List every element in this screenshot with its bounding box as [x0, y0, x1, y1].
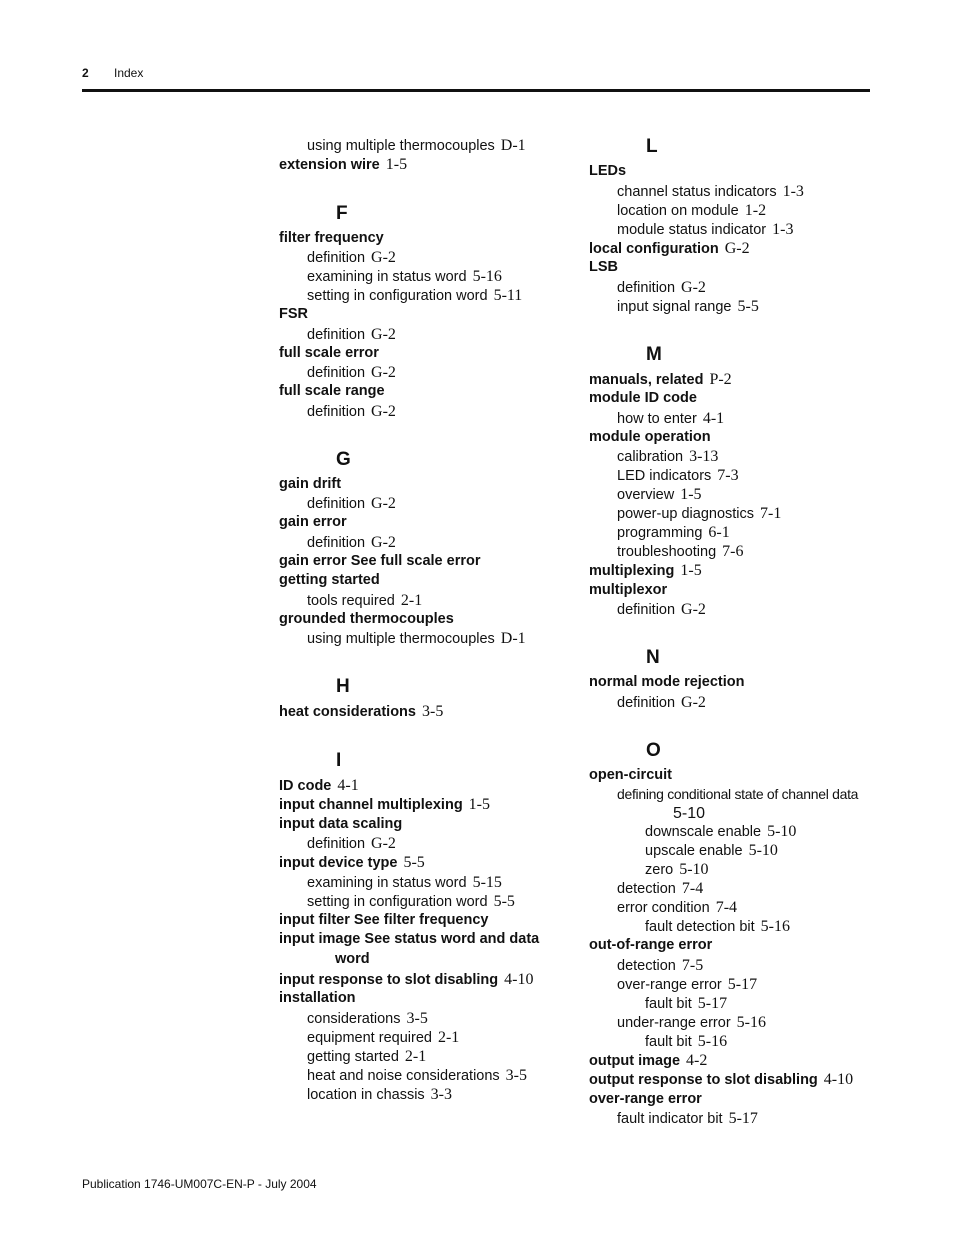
- index-term: input image See status word and data: [279, 931, 540, 947]
- index-sub-entry: [279, 248, 569, 267]
- page-reference: 5-10: [767, 823, 797, 840]
- index-sub-entry: [279, 1085, 569, 1104]
- page-reference: 7-4: [715, 899, 738, 916]
- index-term: input data scaling: [279, 815, 403, 832]
- index-sub-entry: [589, 504, 879, 523]
- index-term: gain error: [279, 514, 347, 530]
- index-main-entry: [589, 239, 879, 259]
- page-reference: 5-17: [697, 994, 728, 1012]
- index-main-entry: [279, 815, 569, 835]
- index-letter-heading: [279, 203, 569, 225]
- page-reference: 7-4: [681, 880, 704, 897]
- page-reference: 5-17: [727, 975, 758, 993]
- page-reference: G-2: [371, 533, 396, 551]
- index-letter: N: [646, 647, 660, 668]
- index-letter-heading: [279, 750, 569, 772]
- page-reference: G-2: [371, 364, 396, 381]
- index-term: input channel multiplexing: [279, 797, 463, 813]
- index-term: definition: [307, 326, 366, 343]
- index-term: setting in configuration word: [307, 288, 488, 304]
- index-term: tools required: [307, 592, 395, 609]
- index-letter: H: [336, 676, 350, 697]
- index-letter: O: [646, 739, 661, 761]
- index-main-entry: [279, 950, 569, 970]
- page-reference: G-2: [371, 249, 396, 266]
- index-term: definition: [307, 496, 366, 512]
- index-main-entry: [589, 1090, 879, 1110]
- index-sub-entry: [589, 785, 879, 804]
- page-reference: 5-5: [737, 297, 759, 315]
- index-main-entry: [279, 853, 569, 873]
- index-term: local configuration: [589, 240, 719, 257]
- index-term: using multiple thermocouples: [307, 138, 495, 154]
- index-main-entry: [589, 1070, 879, 1090]
- page-reference: 3-13: [689, 448, 719, 465]
- publication-footer: Publication 1746-UM007C-EN-P - July 2004: [82, 1177, 317, 1191]
- page-reference: 5-10: [748, 842, 778, 859]
- index-term: programming: [617, 525, 703, 541]
- index-main-entry: [589, 561, 879, 581]
- index-letter: L: [646, 136, 658, 157]
- index-sub-entry: [279, 1009, 569, 1028]
- index-term: extension wire: [279, 157, 380, 173]
- page-reference: G-2: [681, 278, 706, 296]
- page-reference: 3-5: [406, 1009, 428, 1027]
- page-reference: G-2: [681, 601, 706, 618]
- index-term: how to enter: [617, 410, 697, 427]
- index-term: input response to slot disabling: [279, 971, 499, 988]
- index-sub-entry: [279, 286, 569, 305]
- page-number: 2: [82, 66, 89, 80]
- page-reference: 5-16: [697, 1032, 728, 1050]
- index-term: downscale enable: [645, 824, 762, 840]
- index-sub-entry: [589, 975, 879, 994]
- index-sub-entry: [279, 402, 569, 421]
- index-sub-entry: [589, 542, 879, 561]
- index-term: full scale range: [279, 383, 385, 399]
- page-reference: 1-5: [680, 486, 702, 503]
- index-sub-entry: [589, 409, 879, 428]
- index-sub-entry: [589, 879, 879, 898]
- index-term: definition: [617, 279, 676, 296]
- index-entry-continuation: [589, 804, 879, 822]
- page-reference: 5-16: [736, 1013, 766, 1031]
- index-sub-entry: [589, 693, 879, 712]
- page-reference: 1-2: [744, 201, 767, 219]
- page-reference: 5-11: [493, 287, 523, 304]
- index-sub-entry: [589, 485, 879, 504]
- index-sub-entry: [279, 873, 569, 892]
- index-term: definition: [307, 365, 366, 381]
- index-main-entry: [279, 552, 569, 572]
- index-sub-entry: [279, 533, 569, 552]
- page-reference: 2-1: [400, 591, 423, 609]
- index-term: using multiple thermocouples: [307, 631, 495, 647]
- page-reference: 5-10: [673, 805, 706, 822]
- index-main-entry: [589, 1051, 879, 1071]
- index-term: grounded thermocouples: [279, 610, 454, 627]
- index-sub-entry: [279, 834, 569, 853]
- index-term: installation: [279, 990, 356, 1006]
- page-reference: 5-16: [760, 918, 790, 935]
- index-letter-heading: [589, 136, 879, 158]
- page-reference: G-2: [371, 325, 396, 343]
- index-term: gain drift: [279, 475, 342, 492]
- index-term: zero: [645, 862, 674, 878]
- index-sub-entry: [279, 591, 569, 610]
- page-reference: 3-5: [505, 1066, 527, 1084]
- index-sub-entry: [589, 220, 879, 239]
- index-term: filter frequency: [279, 229, 384, 246]
- index-term: definition: [307, 250, 366, 266]
- index-term: detection: [617, 957, 676, 974]
- index-term: heat and noise considerations: [307, 1067, 500, 1084]
- index-term: manuals, related: [589, 371, 704, 388]
- index-sub-entry: [589, 898, 879, 917]
- page-reference: D-1: [500, 630, 526, 647]
- index-term: location in chassis: [307, 1086, 425, 1103]
- index-term: considerations: [307, 1010, 401, 1027]
- index-term: module ID code: [589, 390, 697, 406]
- index-sub-entry: [279, 267, 569, 286]
- index-term: LSB: [589, 259, 618, 275]
- index-term: getting started: [307, 1048, 399, 1065]
- index-term: under-range error: [617, 1014, 731, 1031]
- index-main-entry: [279, 776, 569, 796]
- index-term: out-of-range error: [589, 937, 713, 953]
- index-main-entry: [279, 571, 569, 591]
- index-sub-entry: [279, 363, 569, 382]
- index-letter: M: [646, 343, 662, 365]
- index-main-entry: [589, 428, 879, 448]
- index-sub-entry: [279, 1047, 569, 1066]
- index-term: location on module: [617, 202, 739, 219]
- index-term: fault bit: [645, 1033, 692, 1050]
- index-term: word: [335, 950, 370, 967]
- index-subsub-entry: [589, 917, 879, 936]
- page-reference: 4-10: [504, 970, 534, 988]
- index-letter-heading: [279, 676, 569, 698]
- index-subsub-entry: [589, 822, 879, 841]
- page-reference: 5-15: [472, 873, 502, 891]
- index-term: input device type: [279, 855, 398, 871]
- index-term: input filter See filter frequency: [279, 911, 489, 928]
- index-term: ID code: [279, 777, 332, 794]
- index-term: over-range error: [617, 976, 722, 993]
- page-reference: D-1: [500, 137, 526, 154]
- index-term: definition: [617, 602, 676, 618]
- page-reference: 4-10: [823, 1071, 854, 1088]
- page-reference: 5-17: [728, 1110, 758, 1127]
- index-main-entry: [589, 162, 879, 182]
- index-letter-heading: [589, 647, 879, 669]
- index-term: examining in status word: [307, 874, 467, 891]
- page-reference: 2-1: [404, 1047, 427, 1065]
- index-term: definition: [307, 836, 366, 852]
- index-sub-entry: [279, 1066, 569, 1085]
- index-main-entry: [589, 766, 879, 786]
- page-reference: 2-1: [437, 1028, 460, 1046]
- index-term: equipment required: [307, 1029, 432, 1046]
- index-sub-entry: [589, 956, 879, 975]
- index-sub-entry: [589, 1013, 879, 1032]
- page-reference: G-2: [371, 495, 396, 512]
- index-letter-heading: [589, 344, 879, 366]
- index-term: channel status indicators: [617, 183, 777, 200]
- index-term: output image: [589, 1052, 681, 1069]
- page-reference: 1-5: [385, 156, 408, 173]
- index-term: multiplexing: [589, 563, 675, 579]
- index-sub-entry: [589, 201, 879, 220]
- index-main-entry: [279, 229, 569, 249]
- index-sub-entry: [589, 600, 879, 619]
- index-term: error condition: [617, 900, 710, 916]
- index-sub-entry: [589, 278, 879, 297]
- index-term: fault indicator bit: [617, 1111, 723, 1127]
- index-subsub-entry: [589, 1032, 879, 1051]
- index-term: multiplexor: [589, 581, 668, 598]
- index-term: setting in configuration word: [307, 893, 488, 910]
- index-term: upscale enable: [645, 843, 743, 859]
- index-sub-entry: [279, 325, 569, 344]
- index-main-entry: [279, 513, 569, 533]
- index-term: module status indicator: [617, 221, 767, 238]
- index-subsub-entry: [589, 994, 879, 1013]
- index-term: fault detection bit: [645, 919, 755, 935]
- index-term: examining in status word: [307, 269, 467, 285]
- index-term: LEDs: [589, 163, 627, 179]
- index-sub-entry: [279, 1028, 569, 1047]
- index-term: definition: [307, 534, 366, 551]
- index-term: open-circuit: [589, 766, 672, 783]
- index-main-entry: [589, 370, 879, 390]
- page-reference: 6-1: [708, 524, 730, 541]
- page-reference: 5-5: [403, 854, 425, 871]
- index-term: gain error See full scale error: [279, 552, 481, 569]
- page-reference: G-2: [681, 693, 706, 711]
- index-term: output response to slot disabling: [589, 1072, 818, 1088]
- index-sub-entry: [279, 892, 569, 911]
- index-main-entry: [279, 344, 569, 364]
- page-reference: 4-1: [337, 776, 359, 794]
- index-term: normal mode rejection: [589, 674, 745, 690]
- index-main-entry: [589, 389, 879, 409]
- index-letter-heading: [589, 740, 879, 762]
- index-main-entry: [279, 610, 569, 630]
- page-reference: G-2: [371, 835, 396, 852]
- index-sub-entry: [589, 1109, 879, 1128]
- page-reference: 4-1: [702, 409, 725, 427]
- page-reference: 5-10: [679, 861, 709, 878]
- index-term: FSR: [279, 306, 308, 322]
- index-main-entry: [279, 305, 569, 325]
- page-reference: 4-2: [686, 1051, 708, 1069]
- index-term: power-up diagnostics: [617, 506, 755, 522]
- index-term: overview: [617, 487, 675, 503]
- index-letter: G: [336, 448, 351, 470]
- index-main-entry: [279, 970, 569, 990]
- index-letter-heading: [279, 449, 569, 471]
- index-sub-entry: [279, 629, 569, 648]
- index-subsub-entry: [589, 841, 879, 860]
- index-column-right: [589, 136, 879, 1128]
- page-reference: 7-5: [681, 956, 704, 974]
- index-main-entry: [279, 795, 569, 815]
- index-term: over-range error: [589, 1090, 702, 1107]
- page-reference: 3-5: [421, 703, 444, 720]
- index-main-entry: [279, 475, 569, 495]
- index-term: defining conditional state of channel data: [617, 786, 859, 802]
- index-term: input signal range: [617, 298, 732, 315]
- index-letter: I: [336, 749, 342, 771]
- index-main-entry: [589, 936, 879, 956]
- index-term: detection: [617, 881, 676, 897]
- index-term: full scale error: [279, 344, 379, 361]
- index-term: module operation: [589, 428, 711, 445]
- page-reference: P-2: [709, 370, 732, 388]
- index-term: definition: [617, 694, 676, 711]
- index-main-entry: [589, 673, 879, 693]
- index-main-entry: [279, 989, 569, 1009]
- page-reference: 7-3: [717, 467, 739, 484]
- page-reference: 1-5: [468, 796, 490, 813]
- index-main-entry: [589, 581, 879, 601]
- page-reference: 7-1: [760, 505, 782, 522]
- index-sub-entry: [589, 297, 879, 316]
- page-reference: 7-6: [722, 543, 744, 560]
- page-reference: 1-5: [680, 562, 702, 579]
- index-letter: F: [336, 202, 348, 224]
- index-sub-entry: [589, 182, 879, 201]
- header-title: Index: [114, 66, 144, 80]
- index-term: definition: [307, 403, 366, 420]
- index-sub-entry: [279, 494, 569, 513]
- index-term: troubleshooting: [617, 544, 717, 560]
- page-reference: G-2: [371, 402, 396, 420]
- index-subsub-entry: [589, 860, 879, 879]
- index-main-entry: [279, 930, 569, 950]
- page-reference: G-2: [724, 239, 750, 257]
- index-column-left: [279, 136, 569, 1104]
- index-main-entry: [279, 702, 569, 722]
- index-term: getting started: [279, 572, 380, 588]
- index-term: fault bit: [645, 995, 692, 1012]
- index-sub-entry: [279, 136, 569, 155]
- index-main-entry: [589, 258, 879, 278]
- index-term: heat considerations: [279, 704, 416, 720]
- page-reference: 3-3: [430, 1085, 452, 1103]
- header-rule: [82, 89, 870, 92]
- index-sub-entry: [589, 447, 879, 466]
- page-reference: 5-16: [472, 268, 502, 285]
- page-reference: 1-3: [772, 220, 794, 238]
- index-main-entry: [279, 155, 569, 175]
- index-term: calibration: [617, 449, 684, 465]
- index-main-entry: [279, 911, 569, 931]
- page-reference: 5-5: [493, 892, 515, 910]
- index-sub-entry: [589, 523, 879, 542]
- index-main-entry: [279, 382, 569, 402]
- index-sub-entry: [589, 466, 879, 485]
- index-term: LED indicators: [617, 468, 712, 484]
- page-reference: 1-3: [782, 182, 804, 200]
